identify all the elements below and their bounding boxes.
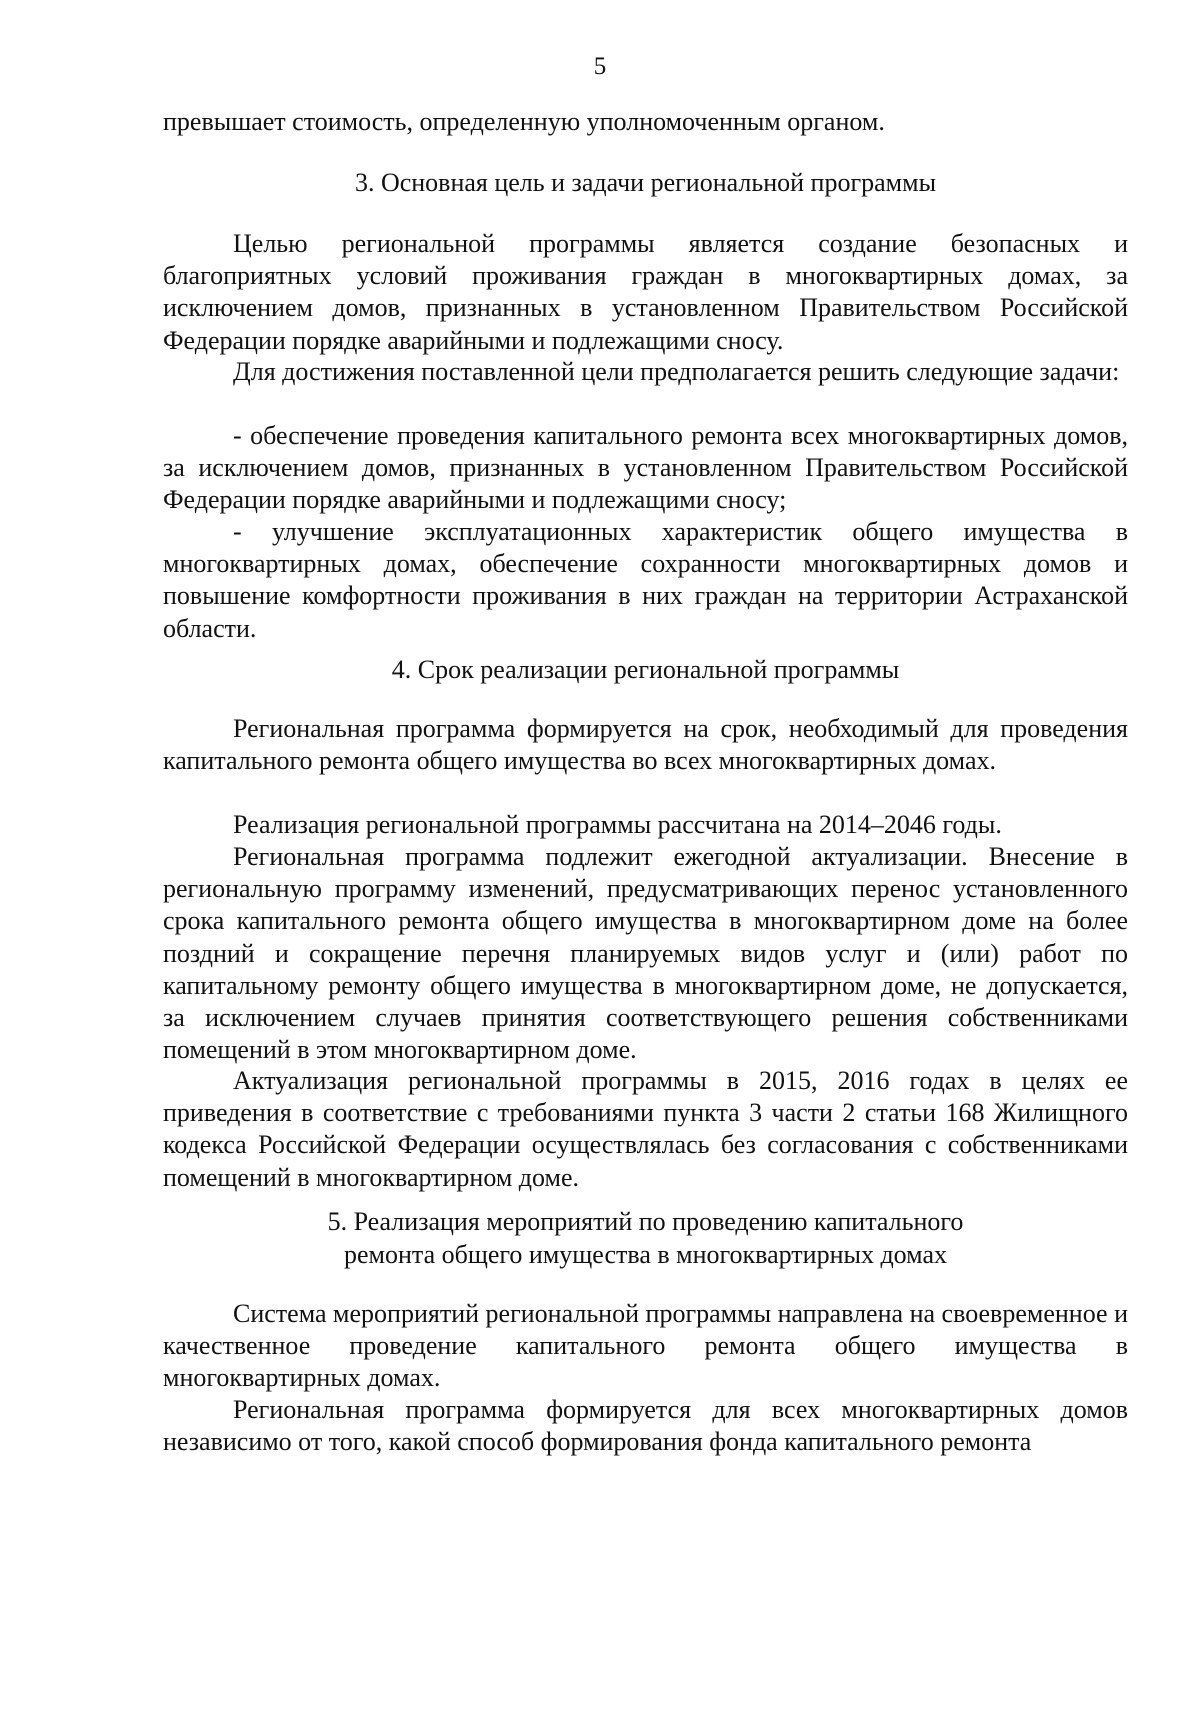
page-number: 5 bbox=[593, 53, 607, 80]
section-3-list-item-1: - обеспечение проведения капитального ремонта всех многоквартирных домов, за исключением домов, признанных в установленном Правительством Российской Федерации порядке аварийными и подлежащими сносу; bbox=[163, 421, 1128, 515]
section-5-heading-line-2: ремонта общего имущества в многоквартирных домах bbox=[343, 1240, 947, 1269]
section-4-heading: 4. Срок реализации региональной программы bbox=[391, 655, 900, 684]
section-3-paragraph-2: Для достижения поставленной цели предполагается решить следующие задачи: bbox=[233, 357, 1120, 386]
section-4-paragraph-1: Региональная программа формируется на срок, необходимый для проведения капитального ремонта общего имущества во всех многоквартирных домах. bbox=[163, 714, 1128, 776]
section-4-paragraph-2: Реализация региональной программы рассчитана на 2014–2046 годы. bbox=[233, 810, 1002, 839]
section-4-paragraph-4: Актуализация региональной программы в 2015, 2016 годах в целях ее приведения в соответствие с требованиями пункта 3 части 2 статьи 168 Жилищного кодекса Российской Федерации осуществлялась без согласования с собственниками помещений в многоквартирном доме. bbox=[163, 1066, 1128, 1192]
section-5-paragraph-1: Система мероприятий региональной программы направлена на своевременное и качественное проведение капитального ремонта общего имущества в многоквартирных домах. bbox=[163, 1299, 1128, 1393]
continuation-paragraph: превышает стоимость, определенную уполномоченным органом. bbox=[163, 107, 885, 136]
section-5-paragraph-2: Региональная программа формируется для всех многоквартирных домов независимо от того, какой способ формирования фонда капитального ремонта bbox=[163, 1395, 1128, 1457]
section-5-heading bbox=[163, 1205, 1128, 1271]
section-3-heading: 3. Основная цель и задачи региональной программы bbox=[354, 168, 937, 197]
section-4-paragraph-3: Региональная программа подлежит ежегодной актуализации. Внесение в региональную программу изменений, предусматривающих перенос установленного срока капитального ремонта общего имущества в многоквартирном доме на более поздний и сокращение перечня планируемых видов услуг и (или) работ по капитальному ремонту общего имущества в многоквартирном доме, не допускается, за исключением случаев принятия соответствующего решения собственниками помещений в этом многоквартирном доме. bbox=[163, 842, 1128, 1065]
section-3-paragraph-1: Целью региональной программы является создание безопасных и благоприятных условий проживания граждан в многоквартирных домах, за исключением домов, признанных в установленном Правительством Российской Федерации порядке аварийными и подлежащими сносу. bbox=[163, 229, 1128, 355]
section-3-list-item-2: - улучшение эксплуатационных характеристик общего имущества в многоквартирных домах, обеспечение сохранности многоквартирных домов и повышение комфортности проживания в них граждан на территории Астраханской области. bbox=[163, 517, 1128, 643]
section-5-heading-line-1: 5. Реализация мероприятий по проведению капитального bbox=[327, 1207, 964, 1236]
